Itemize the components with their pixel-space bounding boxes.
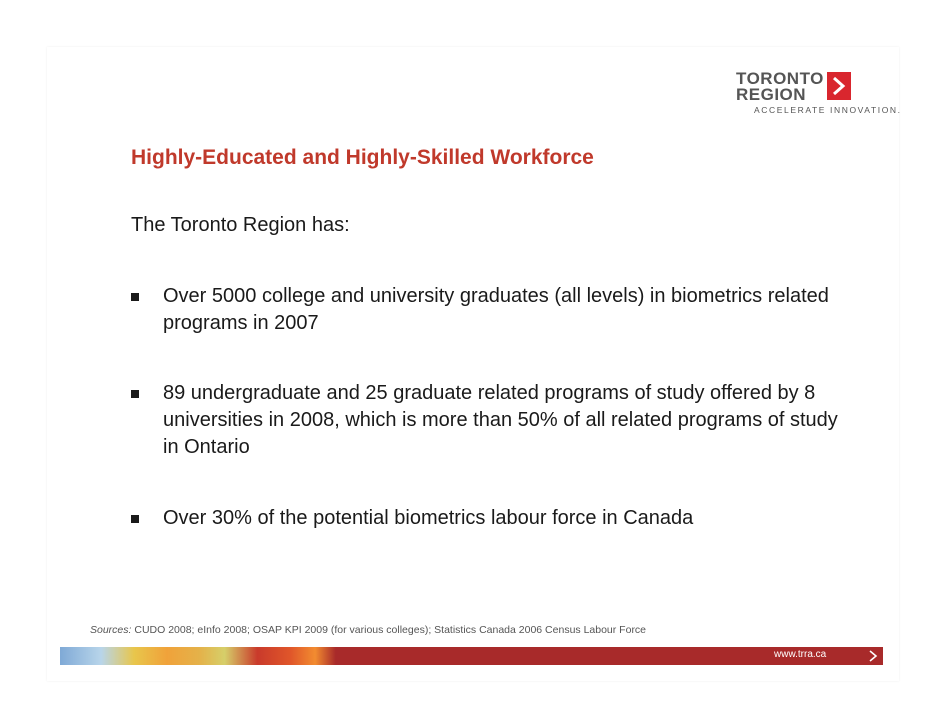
sources-text: CUDO 2008; eInfo 2008; OSAP KPI 2009 (for various colleges); Statistics Canada 2006 Census Labour Force bbox=[131, 624, 647, 636]
slide-title: Highly-Educated and Highly-Skilled Workforce bbox=[131, 146, 594, 169]
logo-tagline: ACCELERATE INNOVATION. bbox=[754, 105, 902, 115]
slide-background bbox=[47, 47, 899, 681]
toronto-region-logo bbox=[736, 69, 902, 118]
bullet-text: Over 30% of the potential biometrics labour force in Canada bbox=[163, 507, 694, 529]
logo-line-2: REGION bbox=[736, 85, 807, 104]
chevron-right-icon bbox=[866, 649, 880, 668]
sources-label: Sources: bbox=[90, 624, 132, 636]
bullet-marker-icon bbox=[131, 390, 139, 398]
bullet-text: Over 5000 college and university graduates (all levels) in biometrics related programs in 2007 bbox=[163, 285, 829, 334]
intro-text: The Toronto Region has: bbox=[131, 214, 350, 236]
logo-arrow-icon bbox=[827, 72, 851, 100]
bullet-marker-icon bbox=[131, 293, 139, 301]
sources-note bbox=[90, 624, 646, 636]
bullet-text: 89 undergraduate and 25 graduate related programs of study offered by 8 universities in 2008, which is more than 50% of all related programs of study in Ontario bbox=[163, 382, 838, 458]
footer-banner bbox=[60, 647, 883, 665]
footer-url-link[interactable]: www.trra.ca bbox=[774, 649, 827, 660]
logo-line-1: TORONTO bbox=[736, 69, 824, 88]
bullet-marker-icon bbox=[131, 515, 139, 523]
